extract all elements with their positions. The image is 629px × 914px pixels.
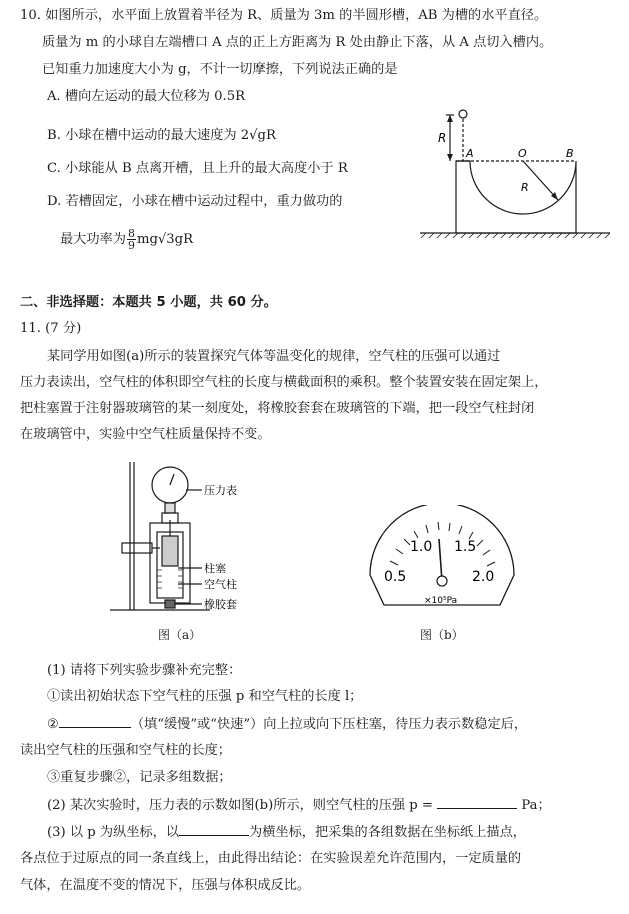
figure-a-apparatus xyxy=(110,460,280,620)
q11-para-line2: 压力表读出，空气柱的体积即空气柱的长度与横截面积的乘积。整个装置安装在固定架上， xyxy=(20,375,548,390)
label-rubber-sleeve: 橡胶套 xyxy=(204,598,237,611)
step-1-heading: (1) 请将下列实验步骤补充完整： xyxy=(47,663,242,678)
tick-label-1-5: 1.5 xyxy=(454,539,477,555)
step-1b-prefix: ② xyxy=(47,717,59,732)
fraction-numerator: 8 xyxy=(127,227,135,240)
step-1b-line2: 读出空气柱的压强和空气柱的长度； xyxy=(20,743,231,758)
label-plunger: 柱塞 xyxy=(204,562,226,575)
gauge-needle xyxy=(439,539,442,581)
q11-para-line3: 把柱塞置于注射器玻璃管的某一刻度处，将橡胶套套在玻璃管的下端，把一段空气柱封闭 xyxy=(20,401,535,416)
step-3-line3: 气体，在温度不变的情况下，压强与体积成反比。 xyxy=(20,878,311,893)
q10-option-a: A. 槽向左运动的最大位移为 0.5R xyxy=(47,89,246,104)
q10-figure xyxy=(420,105,610,245)
fraction xyxy=(127,228,136,251)
step-2 xyxy=(47,796,551,815)
figure-b-caption: 图（b） xyxy=(420,628,464,642)
q11-para-line4: 在玻璃管中，实验中空气柱质量保持不变。 xyxy=(20,427,271,442)
step-2-prefix: (2) 某次实验时，压力表的示数如图(b)所示，则空气柱的压强 p = xyxy=(47,798,433,813)
ball xyxy=(459,110,467,118)
step-3 xyxy=(47,823,526,842)
step-1a: ①读出初始状态下空气柱的压强 p 和空气柱的长度 l； xyxy=(47,689,363,704)
step-1c: ③重复步骤②，记录多组数据； xyxy=(47,770,232,785)
step-3-suffix: 为横坐标，把采集的各组数据在坐标纸上描点， xyxy=(249,825,526,840)
tick-label-0-5: 0.5 xyxy=(384,569,407,585)
gauge-ticks xyxy=(390,522,495,566)
q10-line2: 质量为 m 的小球自左端槽口 A 点的正上方距离为 R 处由静止下落，从 A 点切入槽内。 xyxy=(42,35,553,50)
q10-option-d-suffix: mg√3gR xyxy=(136,232,194,247)
plunger xyxy=(162,536,178,566)
groove-block xyxy=(456,161,576,233)
step-2-suffix: Pa； xyxy=(521,798,551,813)
q10-line3: 已知重力加速度大小为 g，不计一切摩擦，下列说法正确的是 xyxy=(42,62,398,77)
step-1b xyxy=(47,715,527,734)
answer-blank-2[interactable] xyxy=(437,796,517,809)
step-3-prefix: (3) 以 p 为纵坐标，以 xyxy=(47,825,180,840)
rubber-sleeve xyxy=(165,600,175,608)
answer-blank-3[interactable] xyxy=(179,823,249,836)
clamp xyxy=(122,543,152,553)
label-b: B xyxy=(566,147,574,160)
label-r-radius: R xyxy=(521,181,529,194)
label-pressure-gauge: 压力表 xyxy=(204,484,237,497)
q11-header: 11. (7 分) xyxy=(20,321,82,336)
q10-option-d: D. 若槽固定，小球在槽中运动过程中，重力做功的 xyxy=(47,194,343,209)
q10-option-b: B. 小球在槽中运动的最大速度为 2√gR xyxy=(47,128,276,143)
label-air-column: 空气柱 xyxy=(204,578,237,591)
q10-option-d-prefix: 最大功率为 xyxy=(60,232,126,247)
section-heading: 二、非选择题：本题共 5 小题，共 60 分。 xyxy=(20,295,277,310)
tick-label-2-0: 2.0 xyxy=(472,569,495,585)
figure-a-caption: 图（a） xyxy=(158,628,202,642)
q10-line1: 10. 如图所示，水平面上放置着半径为 R、质量为 3m 的半圆形槽，AB 为槽的水平直径。 xyxy=(20,8,548,23)
label-a: A xyxy=(466,147,474,160)
q11-para-line1: 某同学用如图(a)所示的装置探究气体等温变化的规律，空气柱的压强可以通过 xyxy=(47,349,501,364)
tick-label-1-0: 1.0 xyxy=(410,539,433,555)
q10-option-d-line2 xyxy=(60,228,193,251)
step-3-line2: 各点位于过原点的同一条直线上，由此得出结论：在实验误差允许范围内，一定质量的 xyxy=(20,851,522,866)
q10-option-c: C. 小球能从 B 点离开槽，且上升的最大高度小于 R xyxy=(47,161,348,176)
fraction-denominator: 9 xyxy=(127,239,135,252)
step-1b-suffix: （填“缓慢”或“快速”）向上拉或向下压柱塞，待压力表示数稳定后， xyxy=(130,717,528,732)
figure-b-gauge xyxy=(362,505,522,615)
answer-blank-1[interactable] xyxy=(59,715,131,728)
label-o: O xyxy=(518,147,527,160)
gauge-unit: ×10⁵Pa xyxy=(424,596,458,606)
label-r-height: R xyxy=(438,131,447,145)
gauge-face xyxy=(370,505,514,605)
ground-hatch xyxy=(421,233,610,238)
